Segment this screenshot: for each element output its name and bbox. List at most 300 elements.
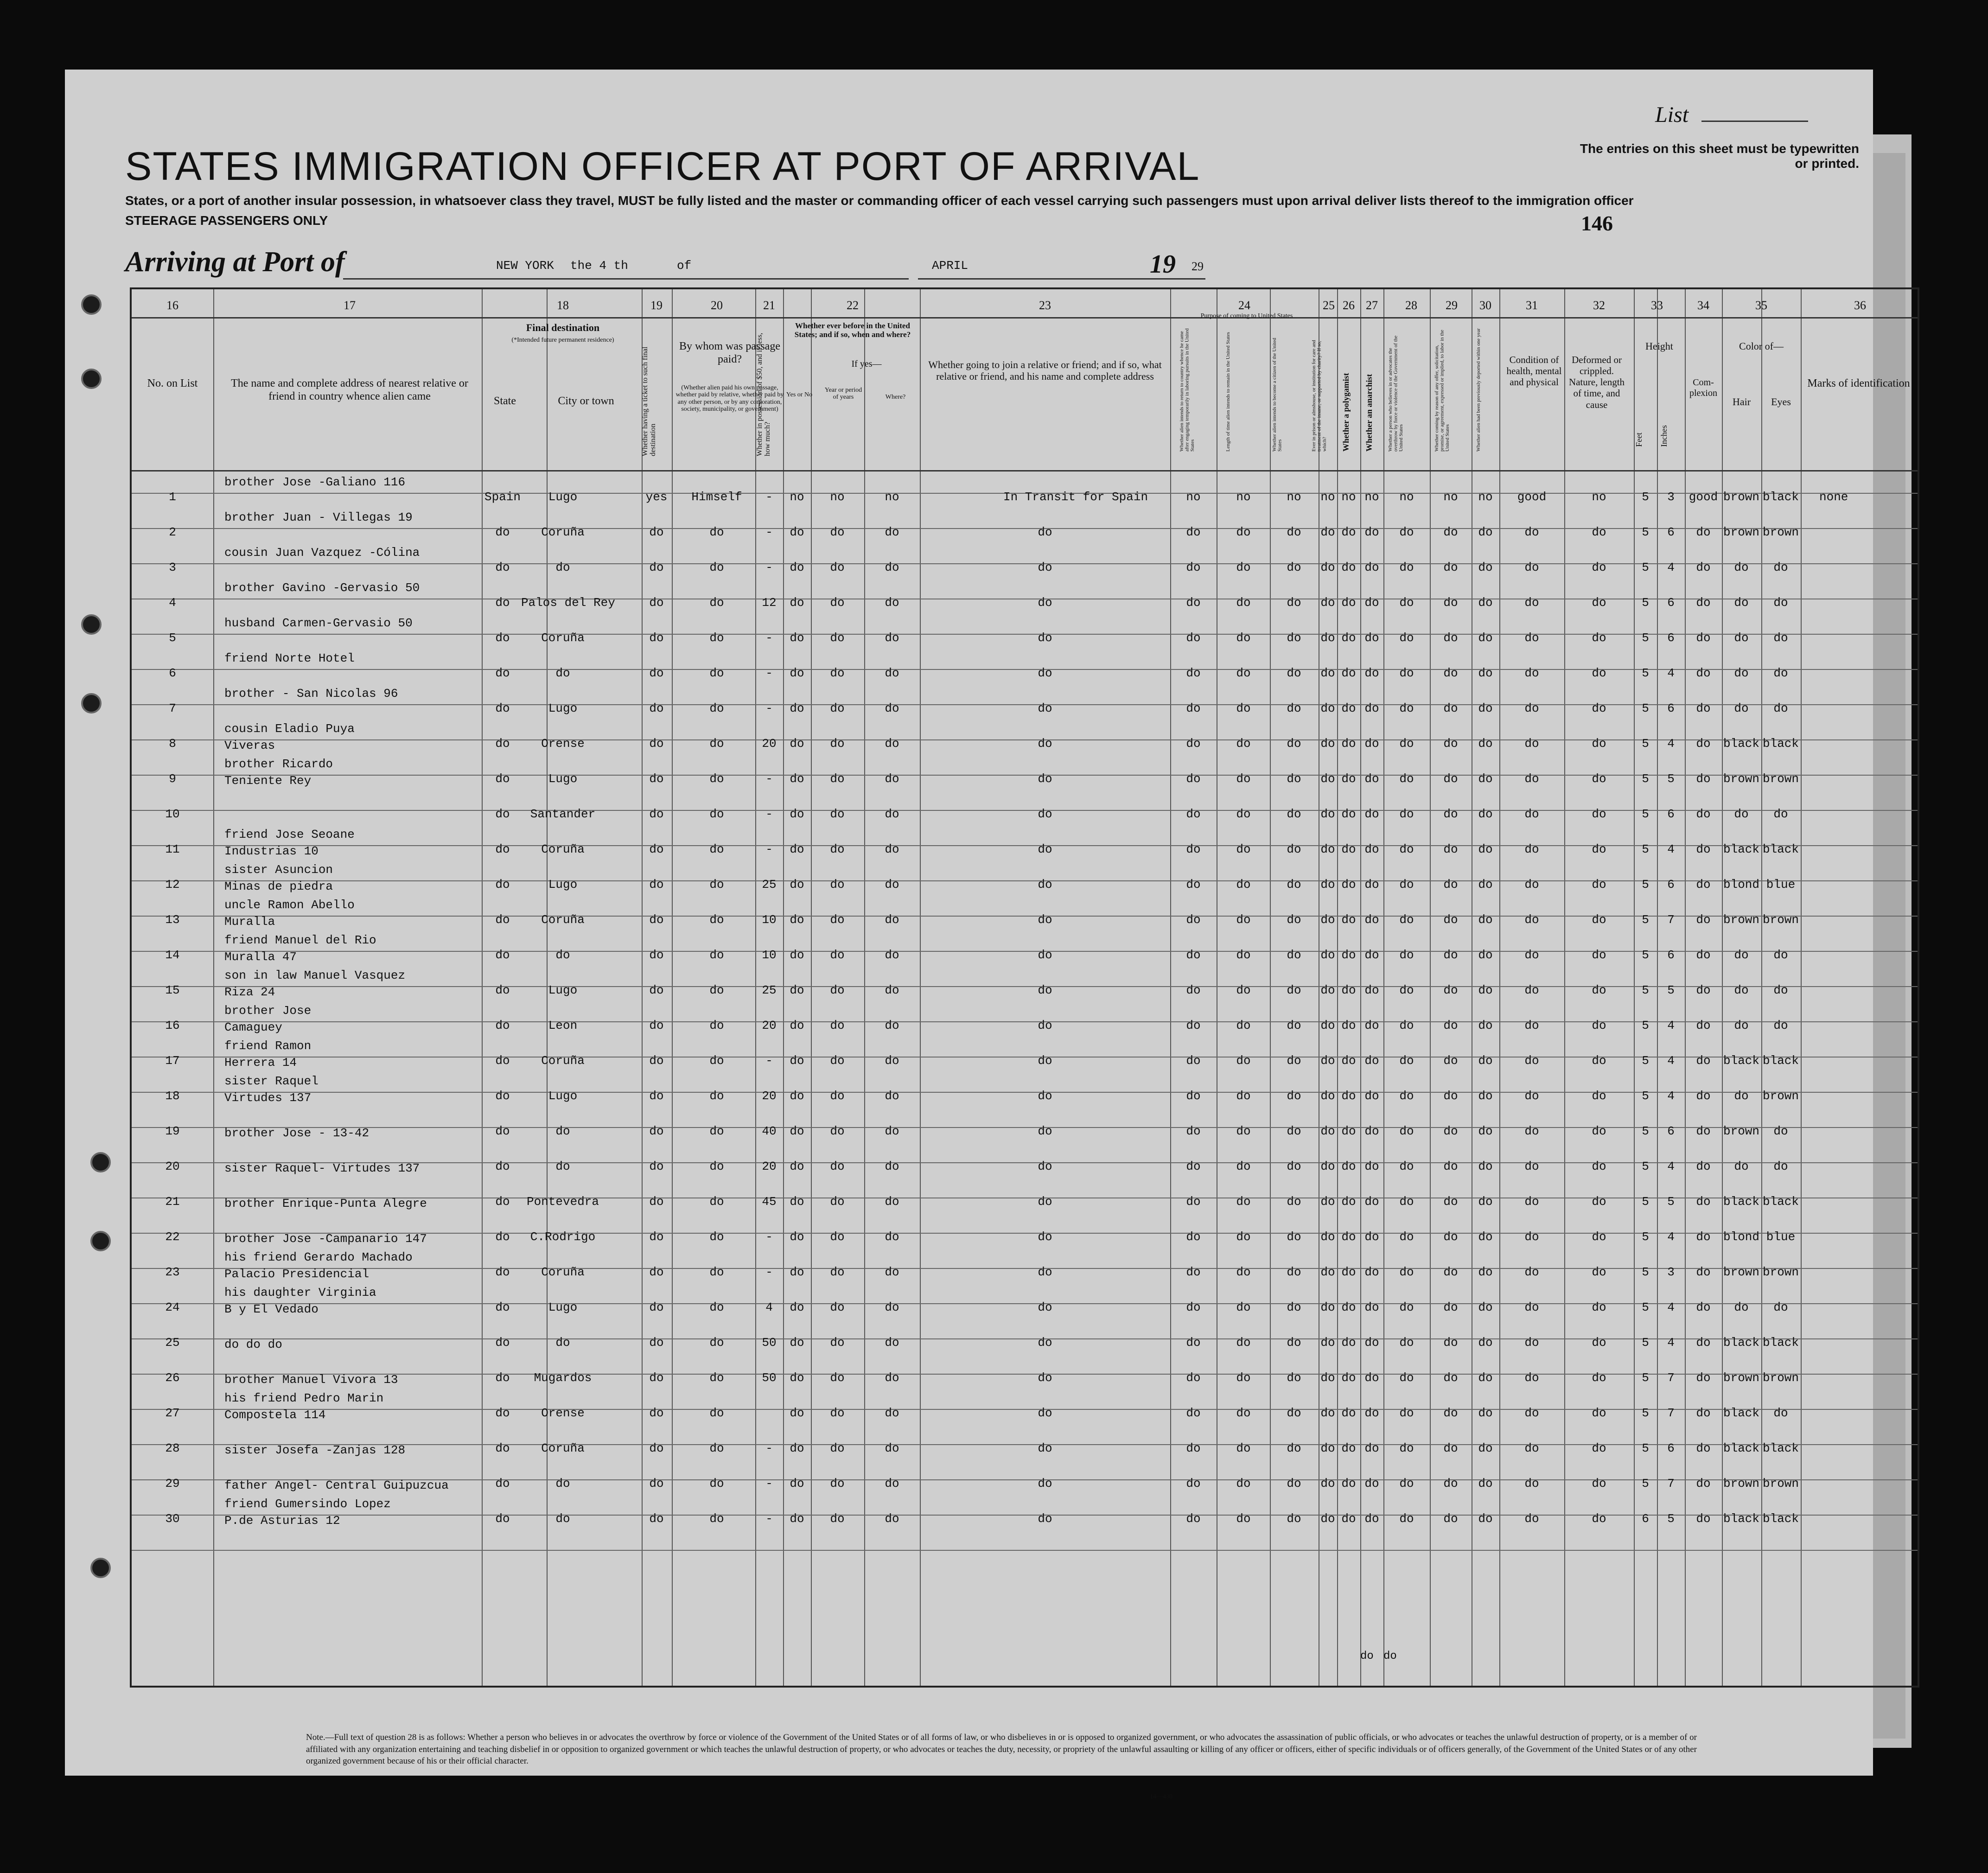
cell-c28: do [1399,525,1414,539]
cell-p3: do [1287,948,1301,962]
cell-c27: do [1364,1512,1379,1526]
table-row [132,1036,1918,1071]
cell-city: Coruña [541,1441,585,1455]
cell-c29: do [1443,1230,1458,1244]
cell-c28: do [1399,842,1414,856]
cell-ft: 5 [1642,1371,1649,1385]
cell-paid: do [709,807,724,821]
cell-state: do [495,948,510,962]
cell-ticket: do [649,701,664,715]
cell-health: do [1524,772,1539,786]
table-row [132,649,1918,684]
cell-deformed: do [1592,1512,1606,1526]
cell-c30: do [1478,561,1493,574]
cell-city: Lugo [548,878,578,892]
cell-join: do [1038,1195,1052,1209]
cell-p2: do [1236,1124,1251,1138]
cell-paid: do [709,1124,724,1138]
cell-c25: do [1320,1406,1335,1420]
cell-no: 18 [165,1089,180,1103]
cell-health: do [1524,1195,1539,1209]
cell-in: 6 [1667,596,1675,610]
cell-p3: do [1287,596,1301,610]
cell-money: - [765,1477,773,1491]
punch-hole [81,614,102,635]
cell-c30: do [1478,1477,1493,1491]
cell-eyes: brown [1762,1089,1799,1103]
punch-hole [90,1558,111,1578]
header-city: City or town [558,395,614,407]
cell-ft: 5 [1642,1159,1649,1173]
cell-rel1: sister Asuncion [224,863,333,877]
cell-yr: do [830,1265,845,1279]
cell-state: do [495,596,510,610]
column-number: 35 [1755,299,1767,312]
cell-c27: do [1364,1406,1379,1420]
cell-c25: do [1320,1159,1335,1173]
cell-yn: do [790,878,804,892]
cell-c28: do [1399,807,1414,821]
cell-no: 4 [169,596,176,610]
column-number: 16 [166,299,178,312]
cell-c29: do [1443,1265,1458,1279]
header-health: Condition of health, mental and physical [1506,354,1562,388]
cell-where: do [885,1300,899,1314]
cell-city: do [555,1512,570,1526]
cell-hair: brown [1723,525,1759,539]
entries-note: The entries on this sheet must be typewritten or printed. [1580,141,1859,171]
cell-health: do [1524,878,1539,892]
cell-health: do [1524,1124,1539,1138]
cell-city: Lugo [548,701,578,715]
cell-city: Lugo [548,490,578,504]
cell-city: do [555,1159,570,1173]
cell-c25: do [1320,807,1335,821]
cell-state: do [495,1265,510,1279]
cell-ft: 5 [1642,948,1649,962]
cell-city: Palos del Rey [521,596,615,610]
cell-p2: do [1236,1230,1251,1244]
cell-c30: do [1478,878,1493,892]
cell-p1: do [1186,525,1201,539]
cell-yr: do [830,807,845,821]
cell-c27: do [1364,1124,1379,1138]
cell-comp: do [1696,1300,1711,1314]
cell-ticket: do [649,842,664,856]
cell-yn: do [790,807,804,821]
cell-c30: do [1478,913,1493,927]
cell-comp: do [1696,666,1711,680]
cell-money: - [765,1054,773,1068]
cell-hair: black [1723,1441,1759,1455]
cell-eyes: blue [1766,878,1796,892]
cell-c29: do [1443,631,1458,645]
cell-yr: do [830,1371,845,1385]
cell-deformed: do [1592,1406,1606,1420]
cell-where: do [885,983,899,997]
column-number: 25 [1323,299,1335,312]
cell-hair: do [1734,631,1749,645]
steerage-label: STEERAGE PASSENGERS ONLY [125,213,328,228]
cell-paid: do [709,737,724,751]
cell-c25: do [1320,1230,1335,1244]
cell-c29: no [1443,490,1458,504]
cell-rel2: Palacio Presidencial [224,1267,370,1281]
cell-health: do [1524,1406,1539,1420]
cell-p1: do [1186,1477,1201,1491]
cell-no: 26 [165,1371,180,1385]
cell-yr: do [830,1230,845,1244]
cell-rel1: cousin Juan Vazquez -Cólina [224,546,420,560]
cell-p1: do [1186,1230,1201,1244]
cell-ft: 5 [1642,701,1649,715]
cell-ticket: do [649,666,664,680]
cell-c29: do [1443,1159,1458,1173]
cell-c28: do [1399,983,1414,997]
cell-deformed: do [1592,666,1606,680]
cell-no: 9 [169,772,176,786]
cell-p2: do [1236,878,1251,892]
cell-c27: do [1364,983,1379,997]
punch-hole [81,294,102,315]
cell-money: 20 [762,1089,777,1103]
cell-rel2: father Angel- Central Guipuzcua [224,1478,449,1492]
cell-hair: brown [1723,1265,1759,1279]
cell-yr: do [830,1159,845,1173]
cell-comp: do [1696,1477,1711,1491]
cell-p3: do [1287,913,1301,927]
cell-yn: do [790,1406,804,1420]
header-purpose: Purpose of coming to United States [1200,312,1293,319]
cell-hair: brown [1723,1371,1759,1385]
cell-join: do [1038,666,1052,680]
cell-c30: do [1478,631,1493,645]
table-row [132,613,1918,649]
cell-city: do [555,1336,570,1350]
header-state: State [494,395,516,407]
cell-join: do [1038,525,1052,539]
cell-c30: do [1478,1406,1493,1420]
cell-c27: do [1364,1371,1379,1385]
cell-yn: do [790,1300,804,1314]
cell-deformed: do [1592,913,1606,927]
cell-p2: do [1236,1265,1251,1279]
cell-c26: do [1341,1195,1356,1209]
cell-c25: do [1320,737,1335,751]
cell-p3: do [1287,666,1301,680]
instructions: States, or a port of another insular possession, in whatsoever class they travel, MUST be fully listed and the master or commanding officer of each vessel carrying such passengers must upon arrival deliver lists thereof to the immigration officer [125,193,1634,208]
cell-ticket: do [649,1512,664,1526]
cell-city: Lugo [548,772,578,786]
cell-rel1: husband Carmen-Gervasio 50 [224,616,413,630]
table-row [132,860,1918,895]
cell-join: do [1038,1406,1052,1420]
cell-health: do [1524,631,1539,645]
cell-where: do [885,948,899,962]
cell-ticket: yes [645,490,668,504]
column-number: 30 [1479,299,1491,312]
cell-p1: do [1186,1124,1201,1138]
cell-yr: do [830,772,845,786]
cell-ft: 5 [1642,631,1649,645]
cell-where: do [885,561,899,574]
cell-eyes: do [1773,1300,1788,1314]
cell-p2: do [1236,1371,1251,1385]
cell-c29: do [1443,1512,1458,1526]
cell-rel1: his friend Gerardo Machado [224,1250,413,1264]
cell-rel2: brother Manuel Vivora 13 [224,1373,398,1387]
cell-paid: do [709,1159,724,1173]
cell-c30: do [1478,1265,1493,1279]
table-row [132,1459,1918,1494]
cell-yn: do [790,1441,804,1455]
cell-c27: do [1364,1300,1379,1314]
cell-deformed: do [1592,561,1606,574]
cell-health: do [1524,737,1539,751]
cell-p3: no [1287,490,1301,504]
cell-ft: 5 [1642,1124,1649,1138]
cell-in: 6 [1667,878,1675,892]
cell-ft: 5 [1642,878,1649,892]
header-color-of: Color of— [1739,340,1784,352]
cell-no: 10 [165,807,180,821]
cell-state: do [495,525,510,539]
cell-where: do [885,737,899,751]
cell-p3: do [1287,1371,1301,1385]
cell-paid: do [709,596,724,610]
cell-ticket: do [649,1195,664,1209]
cell-money: - [765,842,773,856]
cell-c28: do [1399,737,1414,751]
cell-deformed: do [1592,772,1606,786]
cell-deformed: do [1592,596,1606,610]
cell-no: 27 [165,1406,180,1420]
cell-deformed: do [1592,1230,1606,1244]
cell-ticket: do [649,1336,664,1350]
cell-p2: do [1236,1300,1251,1314]
cell-paid: do [709,772,724,786]
cell-rel1: brother - San Nicolas 96 [224,687,398,701]
cell-health: do [1524,1019,1539,1032]
cell-ft: 5 [1642,1089,1649,1103]
cell-c25: do [1320,772,1335,786]
cell-in: 4 [1667,1054,1675,1068]
cell-p1: do [1186,1371,1201,1385]
cell-no: 24 [165,1300,180,1314]
cell-c25: do [1320,878,1335,892]
cell-c25: do [1320,1124,1335,1138]
cell-p2: do [1236,596,1251,610]
cell-c28: do [1399,1477,1414,1491]
cell-deformed: do [1592,1019,1606,1032]
cell-p1: do [1186,701,1201,715]
cell-c26: do [1341,1089,1356,1103]
cell-c25: no [1320,490,1335,504]
cell-money: 10 [762,913,777,927]
page-number: 146 [1581,211,1613,235]
cell-yr: do [830,983,845,997]
cell-p3: do [1287,1089,1301,1103]
cell-c26: do [1341,1124,1356,1138]
cell-money: 20 [762,737,777,751]
cell-c26: do [1341,737,1356,751]
cell-c30: do [1478,737,1493,751]
cell-eyes: black [1762,490,1799,504]
cell-join: do [1038,1265,1052,1279]
column-number: 21 [763,299,775,312]
cell-comp: do [1696,1089,1711,1103]
cell-p2: do [1236,1019,1251,1032]
table-row [132,930,1918,966]
cell-c27: do [1364,1054,1379,1068]
cell-c28: do [1399,1371,1414,1385]
table-row [132,1318,1918,1353]
cell-city: Coruña [541,1054,585,1068]
cell-comp: do [1696,772,1711,786]
cell-c30: do [1478,772,1493,786]
cell-health: do [1524,1371,1539,1385]
cell-rel2: brother Jose -Campanario 147 [224,1232,427,1246]
header-deformed: Deformed or crippled. Nature, length of time, and cause [1568,354,1625,410]
header-purpose-b: Length of time alien intends to remain in the United States [1225,332,1231,452]
cell-where: do [885,1124,899,1138]
cell-eyes: brown [1762,1477,1799,1491]
cell-c27: do [1364,525,1379,539]
cell-p1: no [1186,490,1201,504]
cell-where: do [885,807,899,821]
cell-ticket: do [649,1300,664,1314]
cell-state: do [495,1441,510,1455]
header-deported: Whether alien had been previously deported within one year [1476,328,1481,452]
cell-ft: 5 [1642,913,1649,927]
cell-money: 25 [762,878,777,892]
cell-yn: do [790,948,804,962]
cell-c30: do [1478,1089,1493,1103]
table-row [132,754,1918,790]
cell-state: do [495,1406,510,1420]
cell-hair: black [1723,1512,1759,1526]
cell-p1: do [1186,1336,1201,1350]
cell-money: - [765,772,773,786]
cell-c28: do [1399,1406,1414,1420]
cell-yn: do [790,631,804,645]
cell-health: do [1524,1477,1539,1491]
cell-health: do [1524,666,1539,680]
table-row [132,1142,1918,1177]
cell-comp: do [1696,1054,1711,1068]
cell-p3: do [1287,1019,1301,1032]
cell-yr: do [830,701,845,715]
cell-p1: do [1186,1441,1201,1455]
cell-health: do [1524,807,1539,821]
cell-in: 7 [1667,913,1675,927]
cell-c25: do [1320,1300,1335,1314]
cell-paid: do [709,913,724,927]
cell-ticket: do [649,1441,664,1455]
cell-c27: do [1364,1477,1379,1491]
cell-c27: do [1364,772,1379,786]
cell-c27: do [1364,1089,1379,1103]
cell-c26: do [1341,596,1356,610]
header-yes-no: Yes or No [786,391,813,398]
cell-money: 50 [762,1336,777,1350]
cell-p3: do [1287,772,1301,786]
cell-money: - [765,1265,773,1279]
cell-health: do [1524,1336,1539,1350]
punch-hole [90,1231,111,1251]
cell-c27: do [1364,948,1379,962]
cell-c26: do [1341,1159,1356,1173]
cell-yr: do [830,1124,845,1138]
header-passage-paid: By whom was passage paid? [679,340,780,365]
cell-state: do [495,1371,510,1385]
cell-eyes: do [1773,666,1788,680]
cell-join: do [1038,631,1052,645]
cell-yr: do [830,1195,845,1209]
cell-in: 4 [1667,1089,1675,1103]
cell-where: do [885,1195,899,1209]
cell-where: do [885,631,899,645]
cell-c28: do [1399,878,1414,892]
cell-paid: do [709,1265,724,1279]
cell-eyes: do [1773,1406,1788,1420]
column-number: 26 [1343,299,1355,312]
cell-c26: do [1341,561,1356,574]
cell-c28: do [1399,1019,1414,1032]
cell-c26: do [1341,948,1356,962]
cell-in: 6 [1667,807,1675,821]
cell-no: 22 [165,1230,180,1244]
cell-c27: no [1364,490,1379,504]
column-number: 31 [1526,299,1538,312]
cell-yn: do [790,1371,804,1385]
cell-deformed: do [1592,1441,1606,1455]
cell-eyes: black [1762,842,1799,856]
cell-paid: do [709,948,724,962]
cell-where: do [885,666,899,680]
cell-in: 3 [1667,490,1675,504]
cell-join: do [1038,772,1052,786]
cell-c27: do [1364,701,1379,715]
cell-p1: do [1186,983,1201,997]
cell-deformed: do [1592,1477,1606,1491]
cell-p3: do [1287,1124,1301,1138]
cell-c29: do [1443,737,1458,751]
cell-yn: do [790,1336,804,1350]
cell-in: 5 [1667,1512,1675,1526]
cell-comp: do [1696,737,1711,751]
cell-city: Pontevedra [526,1195,599,1209]
cell-p1: do [1186,1195,1201,1209]
cell-where: do [885,701,899,715]
cell-p2: do [1236,1512,1251,1526]
cell-eyes: black [1762,1195,1799,1209]
cell-paid: do [709,1336,724,1350]
cell-city: Coruña [541,913,585,927]
cell-state: do [495,772,510,786]
cell-eyes: black [1762,1054,1799,1068]
cell-p1: do [1186,1512,1201,1526]
cell-state: do [495,701,510,715]
port-line [343,278,909,280]
cell-money: - [765,701,773,715]
cell-p3: do [1287,1477,1301,1491]
cell-eyes: do [1773,631,1788,645]
cell-rel1: cousin Eladio Puya [224,722,355,736]
cell-ft: 5 [1642,1336,1649,1350]
cell-eyes: do [1773,1019,1788,1032]
cell-ticket: do [649,1089,664,1103]
